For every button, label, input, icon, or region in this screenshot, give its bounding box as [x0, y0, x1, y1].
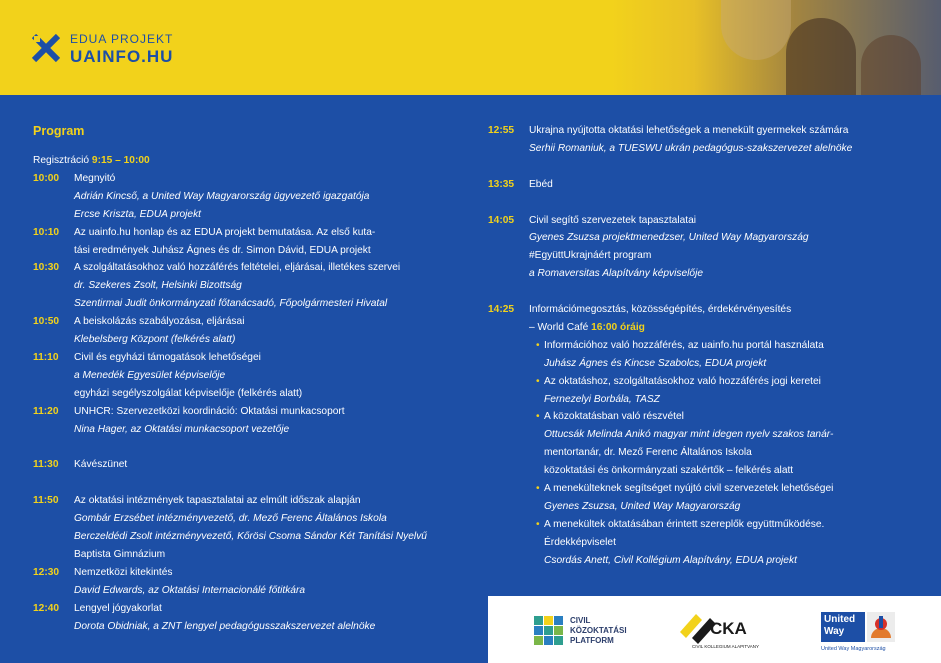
- session-line: Ercse Kriszta, EDUA projekt: [74, 208, 202, 220]
- bullet-details: [544, 408, 933, 480]
- session-line: Megnyitó: [74, 172, 116, 184]
- world-cafe-bullet: [536, 373, 933, 409]
- logo-subtitle: EDUA PROJEKT: [70, 32, 174, 46]
- bullet-dot-icon: •: [536, 518, 540, 530]
- uw-line1: United: [824, 614, 856, 625]
- session-line: – World Café: [529, 321, 589, 333]
- united-way-hand-icon: [867, 612, 895, 642]
- civil-line3: PLATFORM: [570, 636, 614, 645]
- cka-subtitle: CIVIL KOLLEGIUM ALAPITVANY: [692, 644, 760, 649]
- schedule-item: [488, 212, 933, 284]
- session-line: UNHCR: Szervezetközi koordináció: Oktatási munkacsoport: [74, 405, 345, 417]
- until-time: 16:00 óráig: [591, 321, 645, 333]
- schedule-item: [488, 122, 933, 158]
- partner-logos: [488, 596, 941, 663]
- session-details: [74, 224, 473, 260]
- bullet-line: Csordás Anett, Civil Kollégium Alapítvány, EDUA projekt: [544, 554, 797, 566]
- cross-tools-icon: [32, 34, 60, 62]
- united-way-logo[interactable]: [821, 612, 901, 660]
- schedule-item: [33, 170, 473, 224]
- bullet-line: közoktatási és önkormányzati szakértők – felkérés alatt: [544, 465, 794, 477]
- session-line: Gyenes Zsuzsa projektmenedzser, United Way Magyarország: [529, 232, 809, 244]
- session-line: egyházi segélyszolgálat képviselője (felkérés alatt): [74, 387, 303, 399]
- program-title: Program: [33, 124, 85, 138]
- session-line: David Edwards, az Oktatási Internacionálé főtitkára: [74, 584, 306, 596]
- session-line: Gombár Erzsébet intézményvezető, dr. Mező Ferenc Általános Iskola: [74, 513, 387, 525]
- time-label: 14:25: [488, 304, 515, 316]
- spacer: [488, 158, 933, 176]
- uw-line2: Way: [824, 626, 845, 637]
- time-label: 10:50: [33, 316, 60, 328]
- time-label: 11:50: [33, 495, 59, 507]
- bullet-dot-icon: •: [536, 375, 540, 387]
- schedule-item: [488, 301, 933, 337]
- schedule-item: [33, 600, 473, 636]
- session-line: dr. Szekeres Zsolt, Helsinki Bizottság: [74, 280, 242, 292]
- world-cafe-bullet: [536, 480, 933, 516]
- bullet-details: [544, 516, 933, 570]
- civil-line2: KÖZOKTATÁSI: [570, 626, 627, 635]
- session-details: [74, 564, 473, 600]
- bullet-dot-icon: •: [536, 339, 540, 351]
- time-label: 12:40: [33, 602, 60, 614]
- bullet-line: Gyenes Zsuzsa, United Way Magyarország: [544, 500, 741, 512]
- world-cafe-bullet: [536, 516, 933, 570]
- right-schedule-list: [488, 122, 933, 337]
- bullet-line: Érdekképviselet: [544, 536, 616, 548]
- spacer: [488, 194, 933, 212]
- session-line: tási eredmények Juhász Ágnes és dr. Simon Dávid, EDUA projekt: [74, 244, 371, 256]
- session-details: [74, 456, 473, 474]
- schedule-item: [33, 259, 473, 313]
- session-line: A szolgáltatásokhoz való hozzáférés feltételei, eljárásai, illetékes szervei: [74, 262, 401, 274]
- bullet-dot-icon: •: [536, 411, 540, 423]
- uw-subtitle: United Way Magyarország: [821, 646, 886, 652]
- schedule-item: [33, 564, 473, 600]
- session-line: Az uainfo.hu honlap és az EDUA projekt bemutatása. Az első kuta-: [74, 226, 376, 238]
- session-details: [74, 600, 473, 636]
- schedule-item: [488, 176, 933, 194]
- world-cafe-bullets: [488, 337, 933, 570]
- session-details: [74, 349, 473, 403]
- session-line: Kávészünet: [74, 459, 128, 471]
- time-label: 10:00: [33, 172, 60, 184]
- schedule-item: [33, 456, 473, 474]
- program-left-column: [33, 122, 473, 635]
- bullet-line: Fernezelyi Borbála, TASZ: [544, 393, 660, 405]
- session-line: Információmegosztás, közösségépítés, érdekérvényesítés: [529, 304, 792, 316]
- session-line: Szentirmai Judit önkormányzati főtanácsadó, Főpolgármesteri Hivatal: [74, 298, 388, 310]
- session-line: Nina Hager, az Oktatási munkacsoport vezetője: [74, 423, 290, 435]
- bullet-details: [544, 480, 933, 516]
- logo-title: UAINFO.HU: [70, 47, 174, 66]
- bullet-line: A közoktatásban való részvétel: [544, 411, 684, 423]
- left-schedule-list: [33, 170, 473, 636]
- bullet-dot-icon: •: [536, 483, 540, 495]
- session-line: Lengyel jógyakorlat: [74, 602, 162, 614]
- bullet-line: A menekültek oktatásában érintett szereplők együttműködése.: [544, 518, 825, 530]
- header-banner: [0, 0, 941, 95]
- grid-icon: [534, 616, 564, 646]
- bullet-line: A menekülteknek segítséget nyújtó civil szervezetek lehetőségei: [544, 483, 834, 495]
- session-line: #EgyüttUkrajnáért program: [529, 250, 652, 262]
- spacer: [488, 283, 933, 301]
- time-label: 10:30: [33, 262, 60, 274]
- time-label: 11:10: [33, 351, 59, 363]
- session-details: [529, 176, 933, 194]
- time-label: 13:35: [488, 178, 515, 190]
- world-cafe-bullet: [536, 408, 933, 480]
- session-line: Civil és egyházi támogatások lehetőségei: [74, 351, 261, 363]
- session-details: [74, 170, 473, 224]
- spacer: [33, 474, 473, 492]
- session-line-wrap: [529, 319, 933, 337]
- session-line: Dorota Obidniak, a ZNT lengyel pedagógusszakszervezet alelnöke: [74, 620, 376, 632]
- registration: [33, 152, 473, 170]
- session-line: Berczeldédi Zsolt intézményvezető, Kőrösi Csoma Sándor Két Tanítási Nyelvű: [74, 531, 427, 542]
- time-label: 10:10: [33, 226, 60, 238]
- session-line: Baptista Gimnázium: [74, 548, 166, 560]
- session-line: Ebéd: [529, 178, 553, 190]
- bullet-line: Ottucsák Melinda Anikó magyar mint idegen nyelv szakos tanár-: [544, 429, 834, 441]
- schedule-item: [33, 403, 473, 439]
- session-details: [74, 403, 473, 439]
- schedule-item: [33, 492, 473, 564]
- session-details: [529, 301, 933, 337]
- bullet-line: mentortanár, dr. Mező Ferenc Általános Iskola: [544, 447, 752, 459]
- time-label: 14:05: [488, 214, 515, 226]
- session-line: Civil segítő szervezetek tapasztalatai: [529, 214, 697, 226]
- bullet-line: Juhász Ágnes és Kincse Szabolcs, EDUA projekt: [544, 357, 767, 369]
- civil-line1: CIVIL: [570, 616, 591, 625]
- session-details: [74, 313, 473, 349]
- session-details: [529, 212, 933, 284]
- bullet-line: Információhoz való hozzáférés, az uainfo.hu portál használata: [544, 339, 824, 351]
- session-details: [74, 492, 473, 564]
- session-line: Nemzetközi kitekintés: [74, 566, 173, 578]
- session-line: a Menedék Egyesület képviselője: [74, 369, 226, 381]
- time-label: 11:20: [33, 405, 59, 417]
- session-line: Serhii Romaniuk, a TUESWU ukrán pedagógus-szakszervezet alelnöke: [529, 142, 853, 154]
- program-right-column: [488, 122, 933, 570]
- registration-label: Regisztráció: [33, 155, 90, 166]
- time-label: 12:55: [488, 125, 515, 136]
- session-line: Az oktatási intézmények tapasztalatai az elmúlt időszak alapján: [74, 495, 361, 507]
- bullet-details: [544, 337, 933, 373]
- schedule-item: [33, 313, 473, 349]
- time-label: 11:30: [33, 459, 59, 471]
- schedule-item: [33, 349, 473, 403]
- world-cafe-bullet: [536, 337, 933, 373]
- bullet-details: [544, 373, 933, 409]
- session-line: Adrián Kincső, a United Way Magyarország ügyvezető igazgatója: [74, 190, 370, 202]
- spacer: [33, 439, 473, 457]
- session-line: a Romaversitas Alapítvány képviselője: [529, 268, 704, 280]
- session-line: A beiskolázás szabályozása, eljárásai: [74, 316, 245, 328]
- session-details: [529, 122, 933, 158]
- cka-logo[interactable]: [678, 608, 768, 656]
- bullet-line: Az oktatáshoz, szolgáltatásokhoz való hozzáférés jogi keretei: [544, 375, 821, 387]
- registration-time: 9:15 – 10:00: [91, 155, 150, 166]
- time-label: 12:30: [33, 566, 60, 578]
- session-details: [74, 259, 473, 313]
- header-photo: [611, 0, 941, 95]
- cka-text: CKA: [710, 619, 747, 638]
- session-line: Ukrajna nyújtotta oktatási lehetőségek a menekült gyermekek számára: [529, 125, 849, 136]
- session-line: Klebelsberg Központ (felkérés alatt): [74, 334, 236, 346]
- schedule-item: [33, 224, 473, 260]
